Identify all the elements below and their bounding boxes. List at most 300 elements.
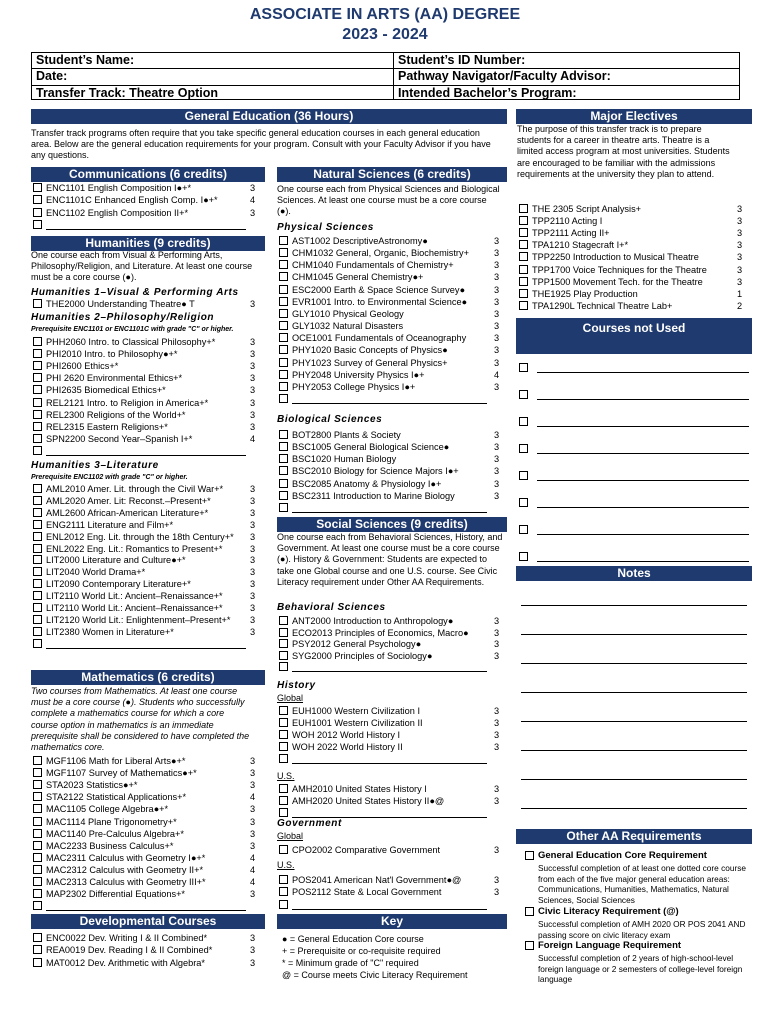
course-row[interactable] — [33, 298, 262, 310]
unused-course-row[interactable] — [519, 362, 751, 374]
checkbox[interactable] — [33, 446, 42, 455]
gen-ed-intro: Transfer track programs often require that you take specific general education courses in each general education area. Below are the general education requirements for your program. Consult with your Faculty Advisor if you have any questions. — [31, 128, 491, 161]
checkbox[interactable] — [33, 555, 42, 564]
course-credits: 3 — [494, 875, 500, 885]
checkbox[interactable] — [279, 454, 288, 463]
checkbox[interactable] — [519, 390, 528, 399]
checkbox[interactable] — [279, 718, 288, 727]
course-name: BOT2800 Plants & Society — [292, 430, 401, 440]
checkbox[interactable] — [33, 958, 42, 967]
checkbox[interactable] — [279, 742, 288, 751]
advisor-field[interactable]: Pathway Navigator/Faculty Advisor: — [394, 68, 739, 84]
checkbox[interactable] — [33, 756, 42, 765]
checkbox[interactable] — [33, 901, 42, 910]
course-credits: 3 — [494, 272, 500, 283]
gen-ed-core-requirement[interactable]: General Education Core Requirement — [525, 850, 755, 862]
course-row[interactable] — [33, 483, 262, 495]
course-row[interactable] — [279, 332, 506, 344]
course-row[interactable] — [33, 182, 262, 194]
write-in-line[interactable] — [292, 763, 487, 764]
checkbox[interactable] — [279, 662, 288, 671]
checkbox[interactable] — [33, 792, 42, 801]
course-credits: 3 — [250, 507, 256, 518]
checkbox[interactable] — [279, 285, 288, 294]
course-credits: 3 — [250, 397, 256, 408]
checkbox[interactable] — [519, 301, 528, 310]
blank-course-row[interactable] — [279, 899, 488, 911]
checkbox[interactable] — [33, 544, 42, 553]
course-name: LIT2090 Contemporary Literature+* — [46, 579, 191, 590]
course-row[interactable] — [279, 490, 506, 502]
checkbox[interactable] — [279, 900, 288, 909]
course-row[interactable] — [33, 828, 262, 840]
course-row[interactable] — [33, 944, 262, 956]
checkbox[interactable] — [33, 579, 42, 588]
course-row[interactable] — [279, 844, 506, 856]
course-row[interactable] — [33, 336, 262, 348]
course-row[interactable] — [279, 271, 506, 283]
checkbox[interactable] — [279, 236, 288, 245]
course-row[interactable] — [279, 296, 506, 308]
course-row[interactable] — [279, 478, 506, 490]
checkbox[interactable] — [33, 349, 42, 358]
civic-literacy-requirement[interactable]: Civic Literacy Requirement (@) — [525, 906, 755, 918]
course-name: TPP2111 Acting II+ — [532, 228, 610, 239]
student-info-box — [31, 52, 740, 100]
course-credits: 4 — [250, 877, 256, 887]
course-name: THE2000 Understanding Theatre● T — [46, 299, 195, 309]
course-credits: 3 — [250, 361, 256, 372]
checkbox[interactable] — [33, 591, 42, 600]
course-credits: 3 — [494, 718, 500, 728]
checkbox[interactable] — [33, 603, 42, 612]
course-row[interactable] — [33, 360, 262, 372]
checkbox[interactable] — [33, 780, 42, 789]
checkbox[interactable] — [519, 228, 528, 237]
checkbox[interactable] — [279, 875, 288, 884]
course-name: PSY2012 General Psychology● — [292, 639, 422, 649]
checkbox[interactable] — [33, 299, 42, 308]
checkbox[interactable] — [33, 195, 42, 204]
checkbox[interactable] — [519, 471, 528, 480]
course-row[interactable] — [279, 381, 506, 393]
course-credits: 3 — [250, 780, 256, 791]
humanities-vpa-subheading: Humanities 1–Visual & Performing Arts — [31, 287, 239, 298]
checkbox[interactable] — [519, 240, 528, 249]
blank-course-row[interactable] — [279, 753, 488, 765]
course-name: REL2300 Religions of the World+* — [46, 409, 186, 420]
course-row[interactable] — [519, 288, 749, 300]
blank-course-row[interactable] — [33, 219, 247, 231]
checkbox[interactable] — [33, 841, 42, 850]
write-in-line[interactable] — [46, 910, 246, 911]
checkbox[interactable] — [519, 252, 528, 261]
course-row[interactable] — [33, 767, 262, 779]
checkbox[interactable] — [279, 491, 288, 500]
checkbox[interactable] — [519, 289, 528, 298]
checkbox[interactable] — [33, 567, 42, 576]
course-name: MAC2311 Calculus with Geometry I●+* — [46, 852, 206, 863]
blank-course-row[interactable] — [279, 502, 488, 514]
checkbox[interactable] — [279, 260, 288, 269]
course-credits: 3 — [250, 337, 256, 347]
course-row[interactable] — [279, 453, 506, 465]
checkbox[interactable] — [33, 508, 42, 517]
course-credits: 3 — [494, 784, 500, 794]
course-name: AST1002 DescriptiveAstronomy● — [292, 236, 428, 246]
checkbox[interactable] — [33, 361, 42, 370]
checkbox[interactable] — [33, 496, 42, 505]
course-row[interactable] — [279, 247, 506, 259]
checkbox[interactable] — [33, 220, 42, 229]
checkbox[interactable] — [33, 183, 42, 192]
key-line-civic: @ = Course meets Civic Literacy Requirement — [282, 970, 468, 980]
checkbox[interactable] — [33, 373, 42, 382]
course-row[interactable] — [519, 264, 749, 276]
write-in-line[interactable] — [46, 455, 246, 456]
course-name: GLY1010 Physical Geology — [292, 308, 404, 319]
checkbox[interactable] — [279, 272, 288, 281]
write-in-line[interactable] — [292, 512, 487, 513]
write-in-line[interactable] — [537, 534, 749, 535]
unused-course-row[interactable] — [519, 416, 751, 428]
write-in-line[interactable] — [537, 453, 749, 454]
notes-line[interactable] — [521, 779, 747, 780]
course-row[interactable] — [33, 864, 262, 876]
page-title: ASSOCIATE IN ARTS (AA) DEGREE — [249, 6, 521, 23]
blank-course-row[interactable] — [33, 445, 247, 457]
checkbox[interactable] — [279, 358, 288, 367]
course-row[interactable] — [279, 441, 506, 453]
unused-course-row[interactable] — [519, 524, 751, 536]
notes-line[interactable] — [521, 663, 747, 664]
notes-line[interactable] — [521, 605, 747, 606]
checkbox[interactable] — [33, 520, 42, 529]
course-name: EUH1001 Western Civilization II — [292, 718, 423, 728]
course-credits: 3 — [250, 945, 256, 956]
write-in-line[interactable] — [292, 909, 487, 910]
key-header: Key — [277, 914, 507, 929]
checkbox[interactable] — [279, 309, 288, 318]
course-row[interactable] — [33, 816, 262, 828]
course-row[interactable] — [279, 717, 506, 729]
course-row[interactable] — [33, 531, 262, 543]
checkbox[interactable] — [33, 865, 42, 874]
course-row[interactable] — [519, 300, 749, 312]
course-credits: 3 — [737, 204, 743, 214]
checkbox[interactable] — [33, 615, 42, 624]
course-row[interactable] — [279, 357, 506, 369]
unused-course-row[interactable] — [519, 443, 751, 455]
course-row[interactable] — [33, 779, 262, 791]
student-name-field[interactable]: Student’s Name: — [36, 53, 135, 67]
course-row[interactable] — [279, 429, 506, 441]
course-row[interactable] — [279, 344, 506, 356]
course-row[interactable] — [279, 650, 506, 662]
checkbox[interactable] — [519, 265, 528, 274]
checkbox[interactable] — [33, 532, 42, 541]
course-credits: 3 — [250, 409, 256, 420]
checkbox[interactable] — [33, 337, 42, 346]
course-name: SPN2200 Second Year–Spanish I+* — [46, 433, 193, 444]
course-row[interactable] — [279, 369, 506, 381]
course-row[interactable] — [33, 543, 262, 555]
course-row[interactable] — [33, 194, 262, 206]
course-row[interactable] — [33, 803, 262, 815]
course-row[interactable] — [33, 421, 262, 433]
course-name: POS2041 American Nat'l Government●@ — [292, 875, 462, 885]
course-credits: 4 — [250, 852, 256, 863]
write-in-line[interactable] — [537, 480, 749, 481]
notes-line[interactable] — [521, 750, 747, 751]
major-electives-header: Major Electives — [516, 109, 752, 124]
unused-course-row[interactable] — [519, 551, 751, 563]
course-credits: 3 — [494, 296, 500, 307]
course-row[interactable] — [33, 590, 262, 602]
write-in-line[interactable] — [292, 671, 487, 672]
checkbox[interactable] — [33, 768, 42, 777]
course-row[interactable] — [33, 791, 262, 803]
key-line-grade: * = Minimum grade of "C" required — [282, 958, 419, 968]
blank-course-row[interactable] — [33, 638, 247, 650]
course-row[interactable] — [279, 705, 506, 717]
course-row[interactable] — [33, 578, 262, 590]
checkbox[interactable] — [279, 784, 288, 793]
checkbox[interactable] — [279, 430, 288, 439]
course-row[interactable] — [519, 239, 749, 251]
course-name: OCE1001 Fundamentals of Oceanography — [292, 333, 467, 344]
course-name: ENC0022 Dev. Writing I & II Combined* — [46, 933, 208, 943]
write-in-line[interactable] — [46, 648, 246, 649]
date-field[interactable]: Date: — [32, 68, 393, 84]
course-row[interactable] — [519, 227, 749, 239]
course-row[interactable] — [279, 627, 506, 639]
history-us-label: U.S. — [277, 771, 295, 781]
course-credits: 3 — [494, 284, 500, 295]
checkbox[interactable] — [279, 651, 288, 660]
checkbox[interactable] — [279, 394, 288, 403]
course-name: AML2020 Amer. Lit: Reconst.–Present+* — [46, 495, 211, 506]
course-row[interactable] — [279, 886, 506, 898]
write-in-line[interactable] — [292, 403, 487, 404]
checkbox[interactable] — [33, 484, 42, 493]
checkbox[interactable] — [33, 804, 42, 813]
course-row[interactable] — [33, 207, 262, 219]
checkbox[interactable] — [33, 817, 42, 826]
course-credits: 3 — [250, 828, 256, 839]
checkbox[interactable] — [33, 385, 42, 394]
key-line-core: ● = General Education Core course — [282, 934, 424, 944]
course-row[interactable] — [279, 235, 506, 247]
course-row[interactable] — [519, 276, 749, 288]
checkbox[interactable] — [519, 498, 528, 507]
checkbox[interactable] — [519, 204, 528, 213]
checkbox[interactable] — [525, 907, 534, 916]
government-us-label: U.S. — [277, 860, 295, 870]
checkbox[interactable] — [279, 616, 288, 625]
course-row[interactable] — [279, 795, 506, 807]
write-in-line[interactable] — [537, 507, 749, 508]
course-row[interactable] — [279, 741, 506, 753]
course-row[interactable] — [279, 284, 506, 296]
course-row[interactable] — [33, 840, 262, 852]
checkbox[interactable] — [279, 333, 288, 342]
student-id-field[interactable]: Student’s ID Number: — [398, 53, 526, 67]
checkbox[interactable] — [525, 851, 534, 860]
course-credits: 3 — [737, 240, 743, 251]
humanities-header: Humanities (9 credits) — [31, 236, 265, 251]
course-row[interactable] — [33, 932, 262, 944]
course-row[interactable] — [33, 957, 262, 969]
checkbox[interactable] — [33, 422, 42, 431]
notes-line[interactable] — [521, 692, 747, 693]
checkbox[interactable] — [33, 877, 42, 886]
checkbox[interactable] — [519, 552, 528, 561]
checkbox[interactable] — [519, 444, 528, 453]
checkbox[interactable] — [519, 363, 528, 372]
natural-sciences-header: Natural Sciences (6 credits) — [277, 167, 507, 182]
checkbox[interactable] — [279, 370, 288, 379]
checkbox[interactable] — [279, 730, 288, 739]
checkbox[interactable] — [33, 945, 42, 954]
checkbox[interactable] — [33, 639, 42, 648]
course-row[interactable] — [33, 384, 262, 396]
checkbox[interactable] — [279, 887, 288, 896]
course-credits: 3 — [250, 840, 256, 851]
checkbox[interactable] — [33, 829, 42, 838]
checkbox[interactable] — [279, 503, 288, 512]
unused-course-row[interactable] — [519, 389, 751, 401]
course-row[interactable] — [33, 852, 262, 864]
course-row[interactable] — [33, 519, 262, 531]
checkbox[interactable] — [279, 706, 288, 715]
checkbox[interactable] — [279, 442, 288, 451]
checkbox[interactable] — [519, 216, 528, 225]
course-name: ANT2000 Introduction to Anthropology● — [292, 616, 454, 626]
course-row[interactable] — [33, 554, 262, 566]
course-row[interactable] — [33, 755, 262, 767]
write-in-line[interactable] — [537, 399, 749, 400]
foreign-language-requirement[interactable]: Foreign Language Requirement — [525, 940, 755, 952]
course-row[interactable] — [33, 602, 262, 614]
checkbox[interactable] — [33, 889, 42, 898]
course-row[interactable] — [33, 433, 262, 445]
checkbox[interactable] — [33, 434, 42, 443]
checkbox[interactable] — [279, 382, 288, 391]
checkbox[interactable] — [525, 941, 534, 950]
course-row[interactable] — [33, 348, 262, 360]
course-row[interactable] — [279, 465, 506, 477]
checkbox[interactable] — [279, 845, 288, 854]
unused-course-row[interactable] — [519, 470, 751, 482]
checkbox[interactable] — [279, 321, 288, 330]
checkbox[interactable] — [33, 208, 42, 217]
blank-course-row[interactable] — [279, 393, 488, 405]
write-in-line[interactable] — [537, 426, 749, 427]
course-row[interactable] — [519, 203, 749, 215]
notes-line[interactable] — [521, 721, 747, 722]
checkbox[interactable] — [279, 345, 288, 354]
course-credits: 3 — [494, 478, 500, 489]
course-row[interactable] — [33, 888, 262, 900]
humanities-phil-subheading: Humanities 2–Philosophy/Religion — [31, 312, 215, 323]
course-row[interactable] — [33, 372, 262, 384]
checkbox[interactable] — [33, 627, 42, 636]
checkbox[interactable] — [279, 808, 288, 817]
course-name: MAC2313 Calculus with Geometry III+* — [46, 877, 206, 887]
course-row[interactable] — [279, 259, 506, 271]
course-row[interactable] — [33, 876, 262, 888]
course-row[interactable] — [279, 638, 506, 650]
course-row[interactable] — [279, 320, 506, 332]
course-name: WOH 2012 World History I — [292, 730, 401, 740]
course-row[interactable] — [33, 507, 262, 519]
course-row[interactable] — [279, 874, 506, 886]
write-in-line[interactable] — [537, 561, 749, 562]
course-credits: 3 — [250, 579, 256, 590]
checkbox[interactable] — [279, 754, 288, 763]
course-row[interactable] — [33, 397, 262, 409]
course-name: MGF1106 Math for Liberal Arts●+* — [46, 756, 186, 766]
course-name: CHM1040 Fundamentals of Chemistry+ — [292, 260, 454, 271]
bachelor-program-field[interactable]: Intended Bachelor’s Program: — [394, 85, 739, 101]
checkbox[interactable] — [33, 398, 42, 407]
checkbox[interactable] — [33, 853, 42, 862]
checkbox[interactable] — [279, 248, 288, 257]
gen-ed-header: General Education (36 Hours) — [31, 109, 507, 124]
course-row[interactable] — [33, 614, 262, 626]
checkbox[interactable] — [519, 417, 528, 426]
course-credits: 3 — [250, 889, 256, 900]
unused-course-row[interactable] — [519, 497, 751, 509]
course-credits: 3 — [250, 385, 256, 396]
write-in-line[interactable] — [537, 372, 749, 373]
course-row[interactable] — [33, 495, 262, 507]
course-row[interactable] — [279, 308, 506, 320]
checkbox[interactable] — [279, 297, 288, 306]
notes-line[interactable] — [521, 808, 747, 809]
course-credits: 3 — [494, 796, 500, 806]
checkbox[interactable] — [279, 466, 288, 475]
course-row[interactable] — [33, 566, 262, 578]
checkbox[interactable] — [279, 479, 288, 488]
course-credits: 3 — [494, 357, 500, 368]
course-row[interactable] — [519, 251, 749, 263]
course-row[interactable] — [519, 215, 749, 227]
checkbox[interactable] — [33, 933, 42, 942]
course-row[interactable] — [279, 615, 506, 627]
checkbox[interactable] — [33, 410, 42, 419]
checkbox[interactable] — [279, 628, 288, 637]
course-row[interactable] — [279, 729, 506, 741]
checkbox[interactable] — [519, 277, 528, 286]
course-name: PHY1020 Basic Concepts of Physics● — [292, 345, 448, 356]
course-credits: 3 — [494, 650, 500, 661]
course-row[interactable] — [33, 626, 262, 638]
blank-course-row[interactable] — [279, 661, 488, 673]
course-name: ENL2012 Eng. Lit. through the 18th Century+* — [46, 531, 234, 542]
notes-line[interactable] — [521, 634, 747, 635]
checkbox[interactable] — [279, 639, 288, 648]
checkbox[interactable] — [279, 796, 288, 805]
course-row[interactable] — [33, 409, 262, 421]
checkbox[interactable] — [519, 525, 528, 534]
blank-course-row[interactable] — [33, 900, 247, 912]
course-row[interactable] — [279, 783, 506, 795]
write-in-line[interactable] — [46, 229, 246, 230]
course-name: AML2010 Amer. Lit. through the Civil War+* — [46, 484, 224, 494]
civic-literacy-text: Successful completion of AMH 2020 OR POS 2041 AND passing score on civic literacy exam — [538, 919, 746, 940]
